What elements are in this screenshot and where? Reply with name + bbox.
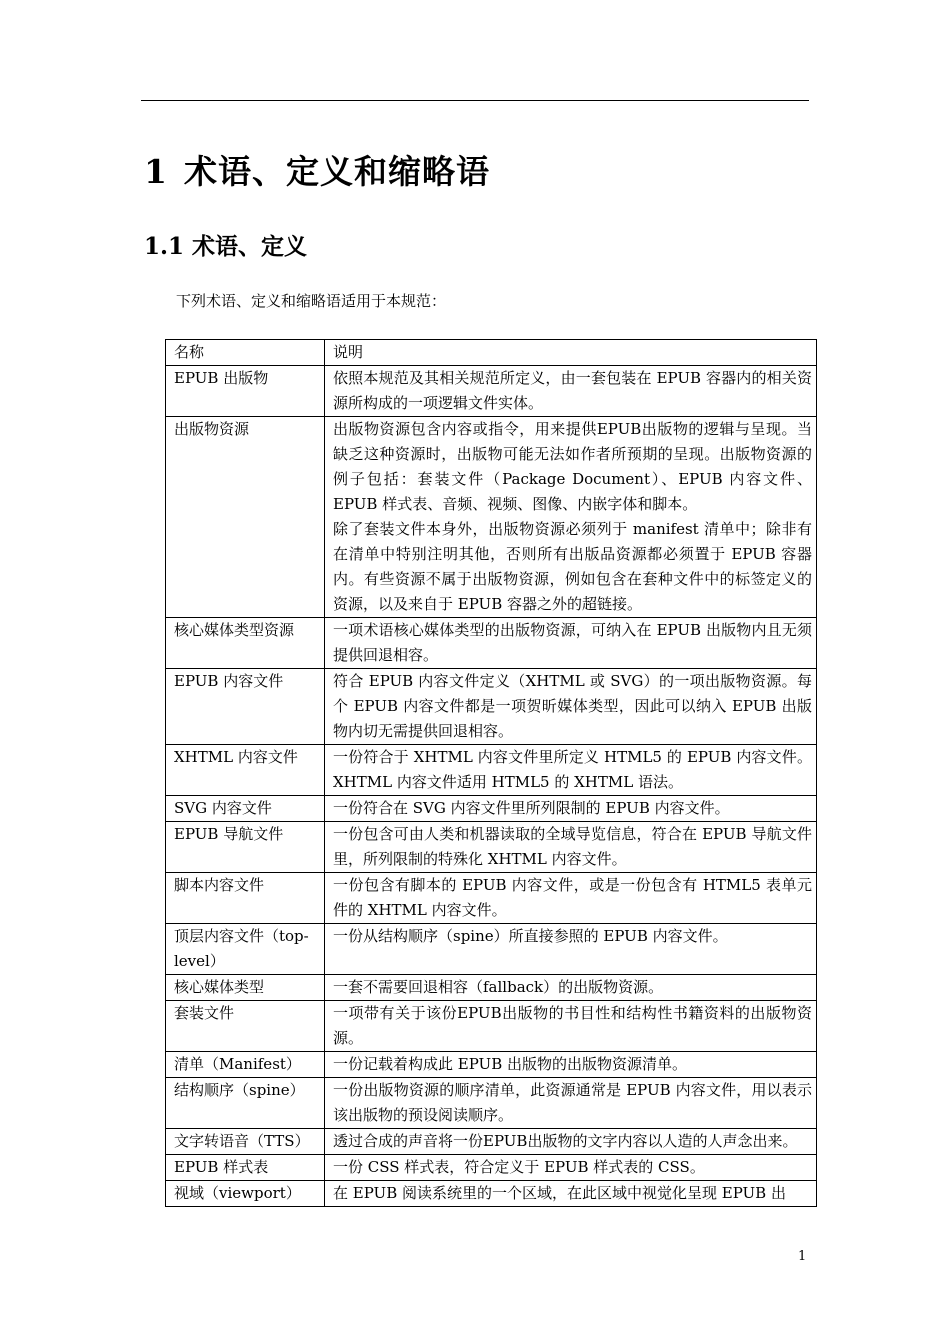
term-cell: EPUB 出版物 — [166, 366, 325, 417]
term-cell: XHTML 内容文件 — [166, 745, 325, 796]
table-row — [166, 417, 817, 618]
description-paragraph: 一项术语核心媒体类型的出版物资源，可纳入在 EPUB 出版物内且无须提供回退相容。 — [333, 621, 812, 664]
term-cell: 核心媒体类型 — [166, 975, 325, 1001]
description-cell — [325, 669, 817, 745]
description-paragraph: 在 EPUB 阅读系统里的一个区域，在此区域中视觉化呈现 EPUB 出 — [333, 1184, 786, 1202]
description-paragraph: 一份 CSS 样式表，符合定义于 EPUB 样式表的 CSS。 — [333, 1158, 705, 1176]
description-cell — [325, 924, 817, 975]
description-paragraph: 符合 EPUB 内容文件定义（XHTML 或 SVG）的一项出版物资源。每个 EPUB 内容文件都是一项贺昕媒体类型，因此可以纳入 EPUB 出版物内切无需提供回退相容。 — [333, 672, 812, 740]
description-cell — [325, 1129, 817, 1155]
header-description: 说明 — [325, 340, 817, 366]
header-rule — [141, 100, 809, 101]
term-cell: 核心媒体类型资源 — [166, 618, 325, 669]
description-paragraph: 一份记载着构成此 EPUB 出版物的出版物资源清单。 — [333, 1055, 687, 1073]
description-paragraph: 除了套装文件本身外，出版物资源必须列于 manifest 清单中；除非有在清单中特别注明其他，否则所有出版品资源都必须置于 EPUB 容器内。有些资源不属于出版物资源，例如包含在套种文件中的标签定义的资源，以及来自于 EPUB 容器之外的超链接。 — [333, 520, 812, 613]
term-cell: SVG 内容文件 — [166, 796, 325, 822]
table-row — [166, 822, 817, 873]
table-row — [166, 1129, 817, 1155]
table-row — [166, 1052, 817, 1078]
term-cell: EPUB 导航文件 — [166, 822, 325, 873]
description-cell — [325, 873, 817, 924]
table-row — [166, 1155, 817, 1181]
description-paragraph: 一份包含有脚本的 EPUB 内容文件，或是一份包含有 HTML5 表单元件的 XHTML 内容文件。 — [333, 876, 812, 919]
description-cell — [325, 1078, 817, 1129]
table-row — [166, 366, 817, 417]
page-number: 1 — [798, 1249, 807, 1264]
term-cell: 套装文件 — [166, 1001, 325, 1052]
description-paragraph: 透过合成的声音将一份EPUB出版物的文字内容以人造的人声念出来。 — [333, 1132, 798, 1150]
header-term: 名称 — [166, 340, 325, 366]
table-row — [166, 1181, 817, 1207]
description-paragraph: 一份符合于 XHTML 内容文件里所定义 HTML5 的 EPUB 内容文件。XHTML 内容文件适用 HTML5 的 XHTML 语法。 — [333, 748, 812, 791]
table-row — [166, 924, 817, 975]
table-row — [166, 745, 817, 796]
description-cell — [325, 1155, 817, 1181]
table-row — [166, 873, 817, 924]
table-row — [166, 669, 817, 745]
description-cell — [325, 822, 817, 873]
description-paragraph: 一份从结构顺序（spine）所直接参照的 EPUB 内容文件。 — [333, 927, 728, 945]
description-cell — [325, 417, 817, 618]
description-cell — [325, 1001, 817, 1052]
term-cell: 结构顺序（spine） — [166, 1078, 325, 1129]
description-paragraph: 一份包含可由人类和机器读取的全域导览信息，符合在 EPUB 导航文件里，所列限制的特殊化 XHTML 内容文件。 — [333, 825, 812, 868]
term-cell: EPUB 内容文件 — [166, 669, 325, 745]
section-heading: 1.1 术语、定义 — [144, 233, 308, 260]
chapter-heading — [144, 146, 490, 193]
term-cell: 出版物资源 — [166, 417, 325, 618]
description-cell — [325, 796, 817, 822]
description-cell — [325, 1181, 817, 1207]
table-row — [166, 975, 817, 1001]
chapter-number: 1 — [144, 152, 168, 191]
term-cell: 顶层内容文件（top-level） — [166, 924, 325, 975]
table-row — [166, 618, 817, 669]
term-cell: 文字转语音（TTS） — [166, 1129, 325, 1155]
table-row — [166, 796, 817, 822]
description-cell — [325, 1052, 817, 1078]
chapter-title: 术语、定义和缩略语 — [183, 152, 490, 191]
terms-table — [165, 339, 817, 1207]
description-paragraph: 一套不需要回退相容（fallback）的出版物资源。 — [333, 978, 664, 996]
term-cell: 脚本内容文件 — [166, 873, 325, 924]
table-row — [166, 1001, 817, 1052]
description-paragraph: 出版物资源包含内容或指令，用来提供EPUB出版物的逻辑与呈现。当缺乏这种资源时，出版物可能无法如作者所预期的呈现。出版物资源的例子包括：套装文件（Package Document）、EPUB 内容文件、EPUB 样式表、音频、视频、图像、内嵌字体和脚本。 — [333, 420, 812, 513]
description-paragraph: 一项带有关于该份EPUB出版物的书目性和结构性书籍资料的出版物资源。 — [333, 1004, 812, 1047]
term-cell: EPUB 样式表 — [166, 1155, 325, 1181]
intro-paragraph: 下列术语、定义和缩略语适用于本规范： — [176, 292, 447, 310]
terms-body — [166, 366, 817, 1207]
description-cell — [325, 618, 817, 669]
description-cell — [325, 366, 817, 417]
term-cell: 视域（viewport） — [166, 1181, 325, 1207]
table-row — [166, 1078, 817, 1129]
description-paragraph: 一份出版物资源的顺序清单，此资源通常是 EPUB 内容文件，用以表示该出版物的预设阅读顺序。 — [333, 1081, 812, 1124]
description-cell — [325, 745, 817, 796]
description-paragraph: 依照本规范及其相关规范所定义，由一套包装在 EPUB 容器内的相关资源所构成的一项逻辑文件实体。 — [333, 369, 812, 412]
table-header-row — [166, 340, 817, 366]
term-cell: 清单（Manifest） — [166, 1052, 325, 1078]
description-cell — [325, 975, 817, 1001]
description-paragraph: 一份符合在 SVG 内容文件里所列限制的 EPUB 内容文件。 — [333, 799, 730, 817]
